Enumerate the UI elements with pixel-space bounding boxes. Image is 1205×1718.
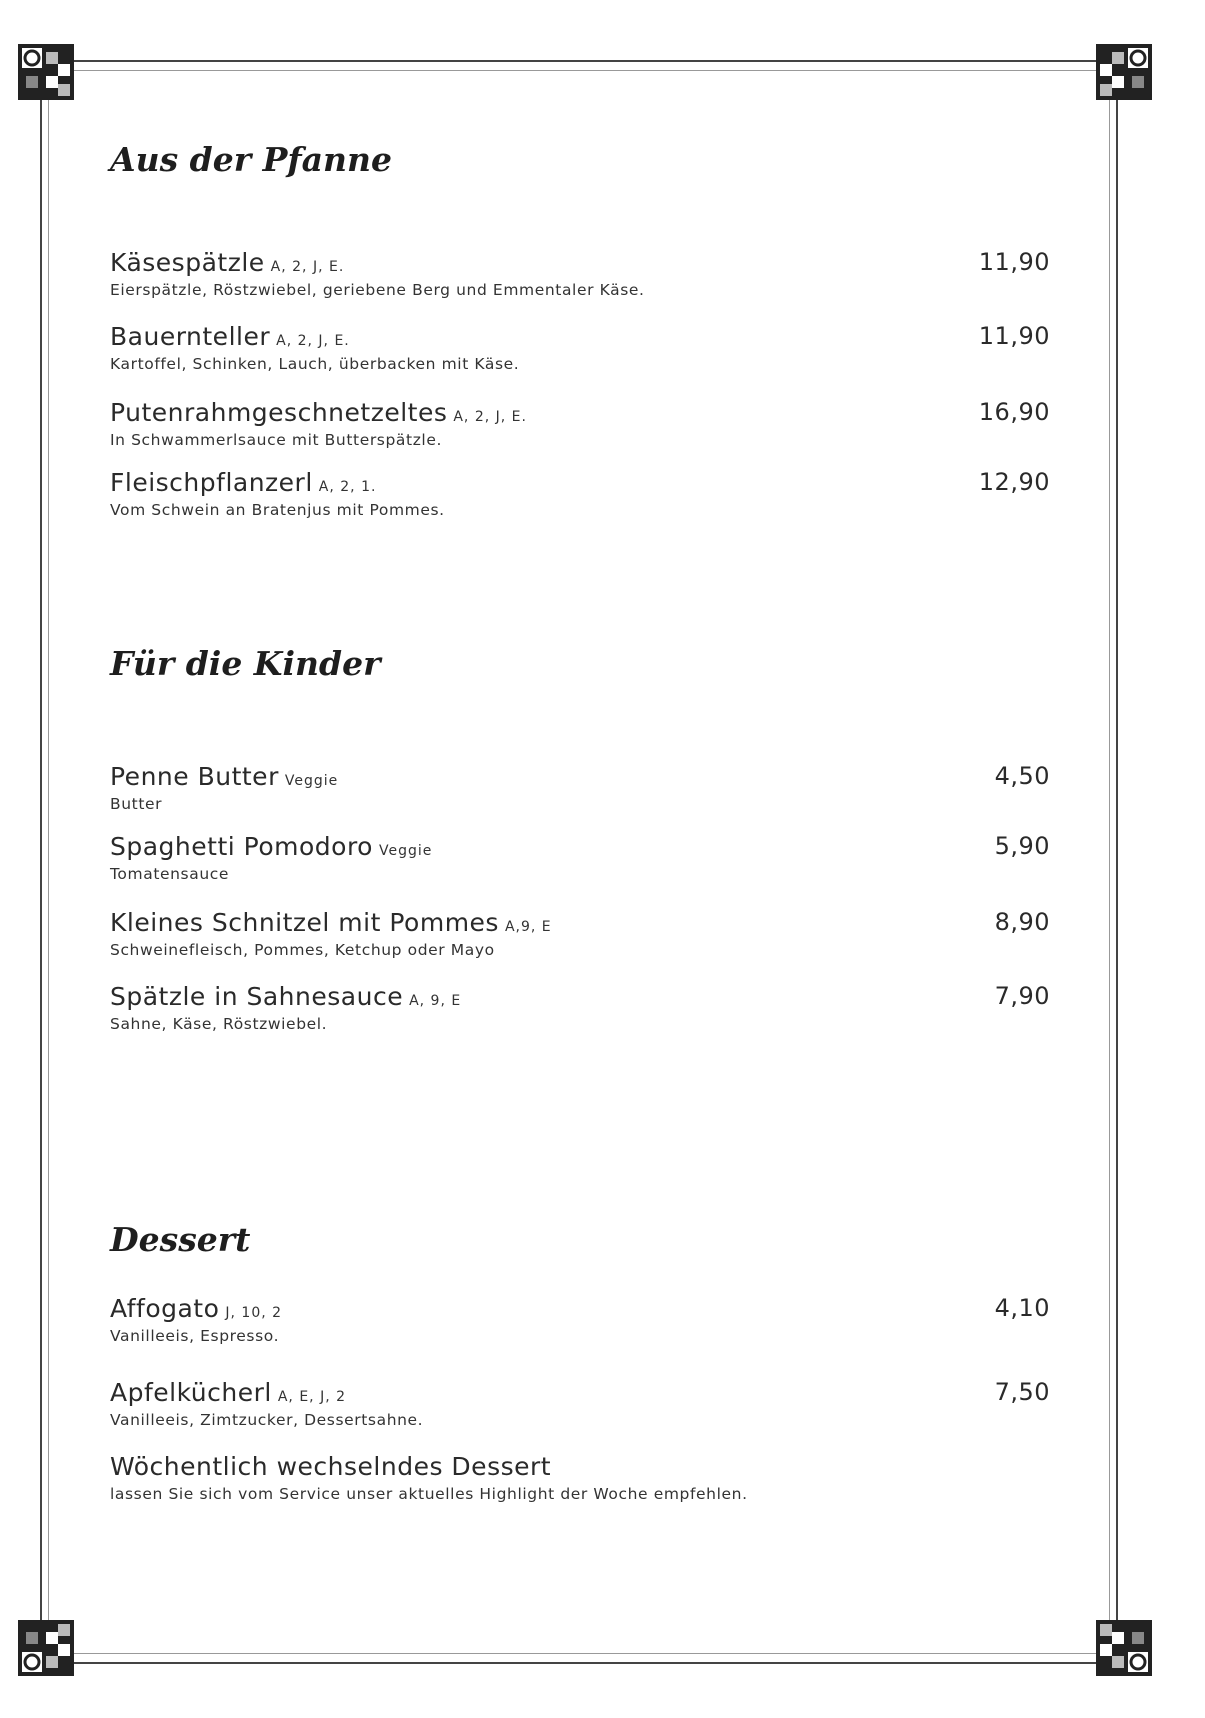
menu-item — [110, 1452, 1050, 1503]
item-allergens: A, 2, J, E. — [270, 259, 345, 275]
item-allergens: A,9, E — [504, 919, 552, 935]
item-name: Spaghetti Pomodoro — [110, 832, 373, 861]
item-description: Tomatensauce — [110, 865, 230, 883]
menu-item — [110, 982, 1050, 1033]
section-title-kinder: Für die Kinder — [110, 644, 381, 683]
item-description: Eierspätzle, Röstzwiebel, geriebene Berg und Emmentaler Käse. — [110, 281, 645, 299]
item-name: Käsespätzle — [110, 248, 265, 277]
item-allergens: Veggie — [284, 773, 339, 789]
menu-item — [110, 248, 1050, 299]
item-description: Vanilleeis, Zimtzucker, Dessertsahne. — [110, 1411, 424, 1429]
item-price: 12,90 — [978, 468, 1050, 496]
item-name: Bauernteller — [110, 322, 271, 351]
item-description: lassen Sie sich vom Service unser aktuelles Highlight der Woche empfehlen. — [110, 1485, 748, 1503]
item-allergens: Veggie — [378, 843, 433, 859]
item-price: 11,90 — [978, 322, 1050, 350]
item-name: Spätzle in Sahnesauce — [110, 982, 404, 1011]
item-description: Vom Schwein an Bratenjus mit Pommes. — [110, 501, 445, 519]
item-price: 4,10 — [994, 1294, 1050, 1322]
menu-item — [110, 762, 1050, 813]
item-name: Affogato — [110, 1294, 220, 1323]
item-description: Sahne, Käse, Röstzwiebel. — [110, 1015, 328, 1033]
item-allergens: A, 2, J, E. — [276, 333, 350, 349]
item-name: Putenrahmgeschnetzeltes — [110, 398, 448, 427]
item-allergens: A, 9, E — [409, 993, 462, 1009]
menu-item — [110, 832, 1050, 883]
menu-item — [110, 908, 1050, 959]
menu-item — [110, 398, 1050, 449]
menu-item — [110, 1294, 1050, 1345]
menu-item — [110, 468, 1050, 519]
corner-ornament-icon — [1092, 40, 1156, 104]
item-allergens: J, 10, 2 — [225, 1305, 283, 1321]
section-title-pfanne: Aus der Pfanne — [110, 140, 392, 179]
menu-item — [110, 322, 1050, 373]
item-allergens: A, 2, 1. — [318, 479, 377, 495]
item-description: Schweinefleisch, Pommes, Ketchup oder Mayo — [110, 941, 495, 959]
item-price: 11,90 — [978, 248, 1050, 276]
item-name: Wöchentlich wechselndes Dessert — [110, 1452, 552, 1481]
menu-item — [110, 1378, 1050, 1429]
item-allergens: A, E, J, 2 — [277, 1389, 347, 1405]
item-description: Butter — [110, 795, 163, 813]
item-name: Apfelkücherl — [110, 1378, 272, 1407]
item-description: In Schwammerlsauce mit Butterspätzle. — [110, 431, 443, 449]
item-name: Fleischpflanzerl — [110, 468, 313, 497]
item-price: 16,90 — [978, 398, 1050, 426]
corner-ornament-icon — [1092, 1616, 1156, 1680]
item-description: Vanilleeis, Espresso. — [110, 1327, 280, 1345]
item-description: Kartoffel, Schinken, Lauch, überbacken mit Käse. — [110, 355, 520, 373]
corner-ornament-icon — [14, 1616, 78, 1680]
item-price: 7,90 — [994, 982, 1050, 1010]
item-price: 8,90 — [994, 908, 1050, 936]
corner-ornament-icon — [14, 40, 78, 104]
item-price: 4,50 — [994, 762, 1050, 790]
item-price: 5,90 — [994, 832, 1050, 860]
item-allergens: A, 2, J, E. — [453, 409, 527, 425]
item-name: Kleines Schnitzel mit Pommes — [110, 908, 499, 937]
item-name: Penne Butter — [110, 762, 279, 791]
item-price: 7,50 — [994, 1378, 1050, 1406]
section-title-dessert: Dessert — [110, 1220, 251, 1259]
